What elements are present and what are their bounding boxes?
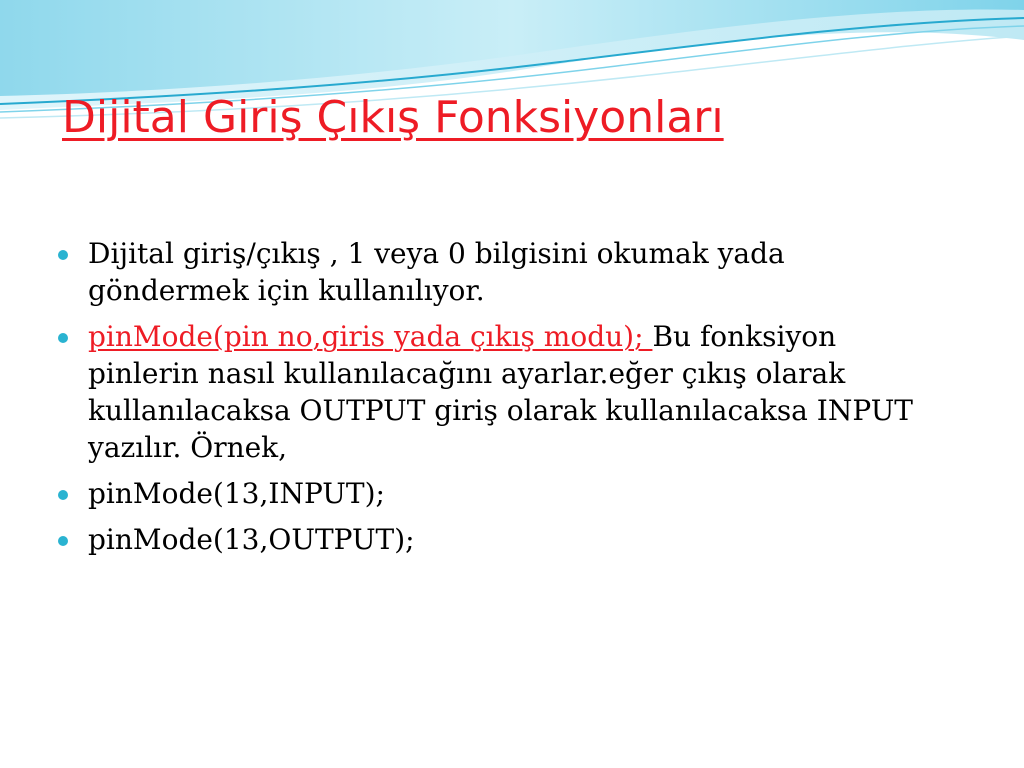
bullet-dot-icon [58, 490, 68, 500]
bullet-dot-icon [58, 333, 68, 343]
bullet-text: pinMode(13,INPUT); [88, 477, 385, 510]
bullet-code-highlight: pinMode(pin no,giris yada çıkış modu); [88, 320, 653, 353]
bullet-item [56, 235, 946, 309]
bullet-dot-icon [58, 536, 68, 546]
slide-title: Dijital Giriş Çıkış Fonksiyonları [62, 92, 724, 143]
bullet-text: Bu fonksiyon pinlerin nasıl kullanılacağını ayarlar.eğer çıkış olarak kullanılacaksa OUTPUT giriş olarak kullanılacaksa INPUT yazılır. Örnek, [88, 320, 913, 464]
bullet-item [56, 318, 946, 466]
bullet-list [56, 235, 946, 567]
bullet-item [56, 521, 946, 558]
bullet-dot-icon [58, 250, 68, 260]
bullet-text: Dijital giriş/çıkış , 1 veya 0 bilgisini okumak yada göndermek için kullanılıyor. [88, 237, 785, 307]
bullet-item [56, 475, 946, 512]
bullet-text: pinMode(13,OUTPUT); [88, 523, 415, 556]
